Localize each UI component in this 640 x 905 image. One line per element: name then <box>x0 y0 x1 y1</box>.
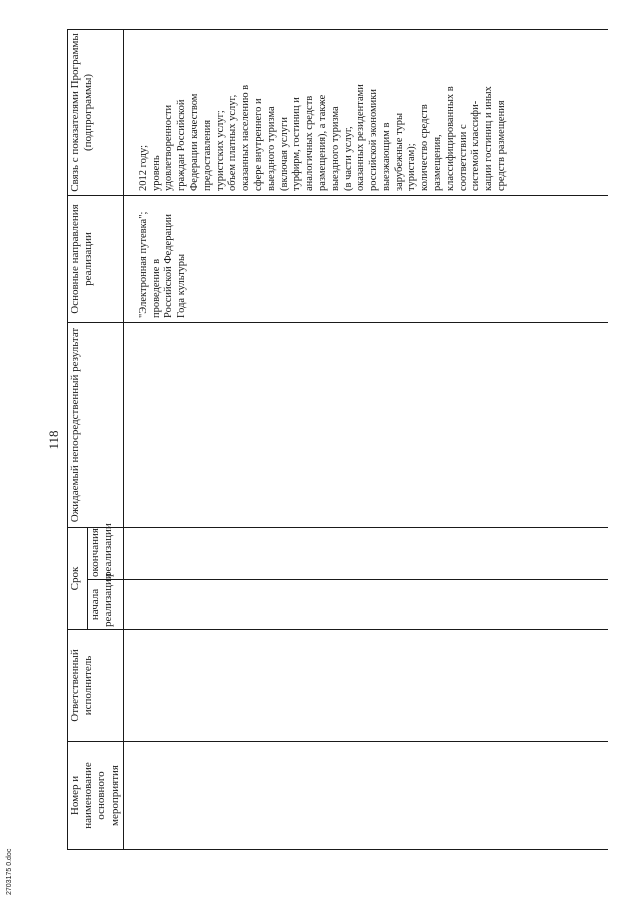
header-term-start: начала реализации <box>87 580 123 630</box>
header-term: Срок <box>68 528 88 630</box>
header-main-directions: Основные направления реализации <box>68 196 124 323</box>
measures-table <box>67 29 608 850</box>
cell-term-start <box>123 580 608 630</box>
header-number-and-name: Номер и наименование основного мероприятия <box>68 742 124 850</box>
header-term-end: окончания реализации <box>87 528 123 580</box>
page-number: 118 <box>46 430 61 450</box>
rotated-content <box>46 30 610 850</box>
cell-number-and-name <box>123 742 608 850</box>
cell-term-end <box>123 528 608 580</box>
table-row <box>123 30 608 850</box>
header-row <box>68 30 88 850</box>
cell-expected-result <box>123 323 608 528</box>
header-program-links: Связь с показателями Программы (подпрограммы) <box>68 30 124 196</box>
footer-doc-code: 2703175 0.doc <box>6 848 13 895</box>
program-links-text: 2012 году; уровень удовлетворенности граждан Российской Федерации качеством предоставления туристских услуг; объем платных услуг, оказанных населению в сфере внутреннего и выездного туризма (включая услуги турфирм, гостиниц и аналогичных средств размещения), а также выездного туризма (в части услуг, оказанных резидентами российской экономики выезжающим в зарубежные туры туристам); количество средств размещения, классифицированных в соответствии с системой классифи- кации гостиниц и иных средств размещения <box>137 84 508 191</box>
main-directions-text: "Электронная путевка"; проведение в Российской Федерации Года культуры <box>137 211 188 318</box>
cell-executor <box>123 630 608 742</box>
header-executor: Ответственный исполнитель <box>68 630 124 742</box>
header-expected-result: Ожидаемый непосредственный результат <box>68 323 124 528</box>
cell-main-directions <box>123 196 608 323</box>
cell-program-links <box>123 30 608 196</box>
